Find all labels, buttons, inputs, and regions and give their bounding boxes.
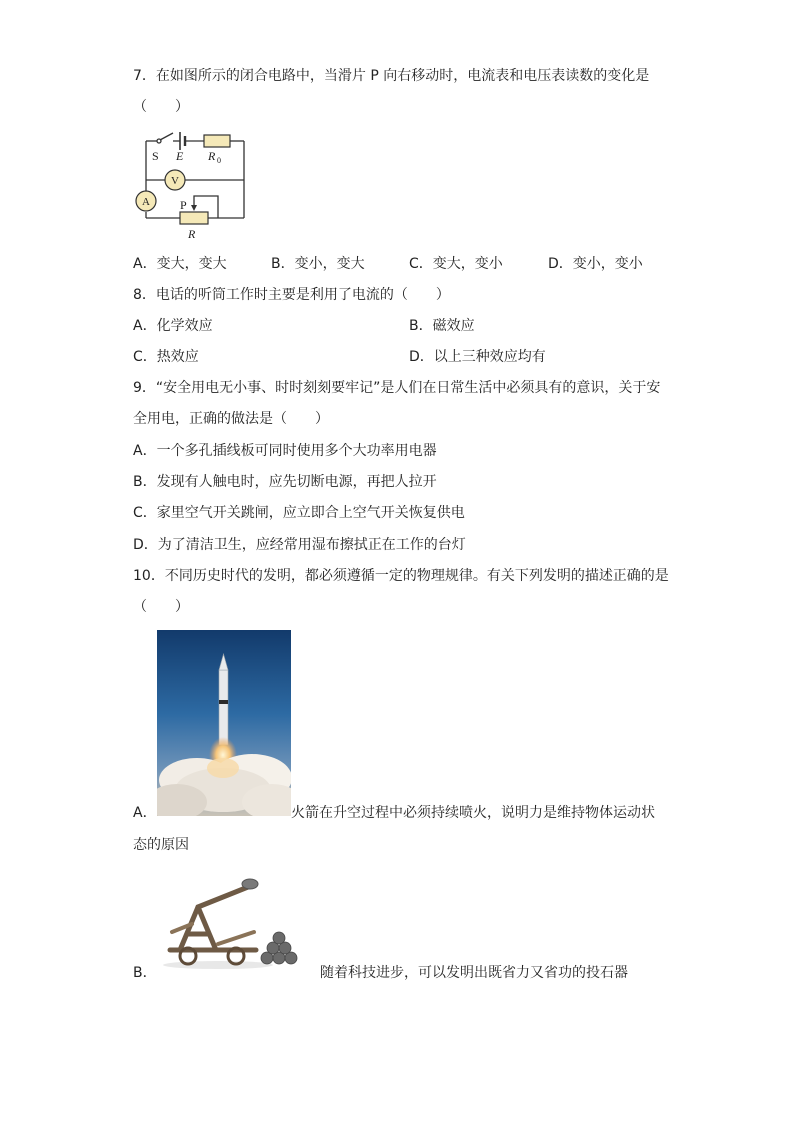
q10-stem: 10．不同历史时代的发明，都必须遵循一定的物理规律。有关下列发明的描述正确的是 xyxy=(133,568,669,584)
q7-blank: （ ） xyxy=(133,99,189,115)
label-e: E xyxy=(176,149,184,163)
q8-option-a: A．化学效应 xyxy=(133,318,213,334)
q10-option-a-text-line2: 态的原因 xyxy=(133,837,189,853)
label-p: P xyxy=(180,198,187,212)
q10-option-b-label: B． xyxy=(133,965,157,981)
q8-option-c: C．热效应 xyxy=(133,349,199,365)
q8-option-d: D．以上三种效应均有 xyxy=(409,349,546,365)
q9-stem-line2: 全用电，正确的做法是（ ） xyxy=(133,411,329,427)
label-a: A xyxy=(142,196,150,208)
q9-option-b: B．发现有人触电时，应先切断电源，再把人拉开 xyxy=(133,474,437,490)
q7-option-c: C．变大，变小 xyxy=(409,256,503,272)
q10-option-a-text-line1: 火箭在升空过程中必须持续喷火，说明力是维持物体运动状 xyxy=(291,805,655,821)
q10-option-b-text: 随着科技进步，可以发明出既省力又省功的投石器 xyxy=(320,965,628,981)
rheostat-r xyxy=(180,212,208,224)
resistor-r0 xyxy=(204,135,230,147)
q7-option-d: D．变小，变小 xyxy=(548,256,643,272)
label-r0-sub: 0 xyxy=(217,156,221,165)
q8-stem: 8．电话的听筒工作时主要是利用了电流的（ ） xyxy=(133,287,450,303)
q7-option-a: A．变大，变大 xyxy=(133,256,227,272)
q8-option-b: B．磁效应 xyxy=(409,318,475,334)
circuit-diagram xyxy=(130,125,270,245)
q10-option-a-label: A． xyxy=(133,805,157,821)
catapult-image xyxy=(158,872,303,972)
q9-option-c: C．家里空气开关跳闸，应立即合上空气开关恢复供电 xyxy=(133,505,465,521)
label-r: R xyxy=(188,227,196,241)
q9-stem-line1: 9．“安全用电无小事、时时刻刻要牢记”是人们在日常生活中必须具有的意识，关于安 xyxy=(133,380,661,396)
label-s: S xyxy=(152,149,159,163)
q7-stem: 7．在如图所示的闭合电路中，当滑片 P 向右移动时，电流表和电压表读数的变化是 xyxy=(133,68,650,84)
q9-option-d: D．为了清洁卫生，应经常用湿布擦拭正在工作的台灯 xyxy=(133,537,466,553)
q9-option-a: A．一个多孔插线板可同时使用多个大功率用电器 xyxy=(133,443,437,459)
label-r0: R xyxy=(208,149,216,163)
q10-blank: （ ） xyxy=(133,599,189,615)
rocket-launch-image xyxy=(157,630,291,816)
label-v: V xyxy=(171,175,179,187)
q7-option-b: B．变小，变大 xyxy=(271,256,365,272)
